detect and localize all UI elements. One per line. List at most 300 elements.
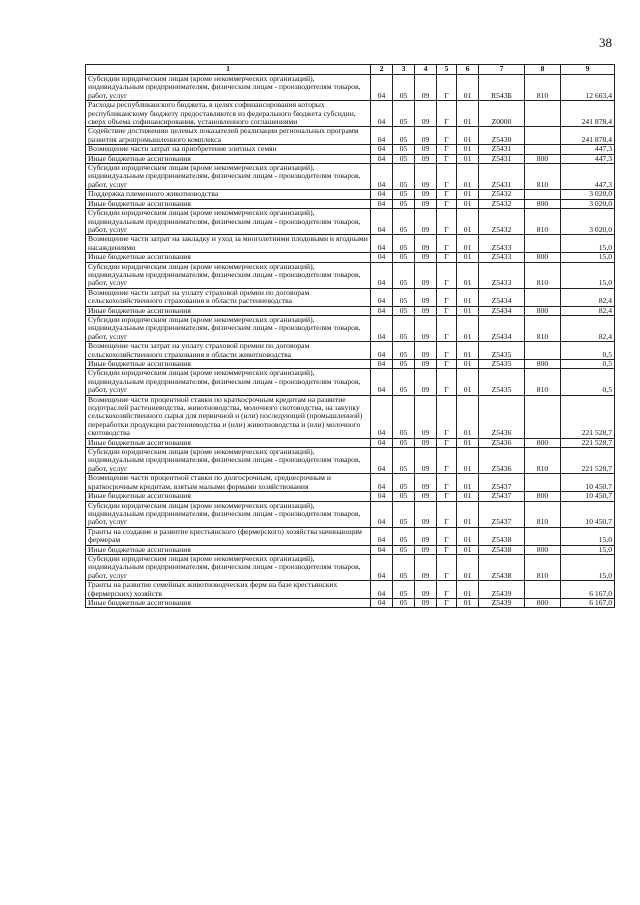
amount-cell: 15,0: [561, 262, 615, 288]
table-row: [86, 235, 615, 253]
expense-type-cell: 800: [525, 492, 561, 501]
subprogram-code-cell: 01: [457, 598, 479, 607]
section-cell: 05: [393, 253, 415, 262]
subprogram-code-cell: 01: [457, 127, 479, 145]
table-row: [86, 360, 615, 369]
program-code-cell: Г: [437, 438, 457, 447]
subprogram-code-cell: 01: [457, 315, 479, 341]
subprogram-code-cell: 01: [457, 288, 479, 306]
section-cell: 05: [393, 342, 415, 360]
subprogram-code-cell: 01: [457, 101, 479, 127]
row-name-cell: Субсидии юридическим лицам (кроме некоммерческих организаций), индивидуальным предпринимателям, физическим лицам - производителям товаров, работ, услуг: [86, 164, 371, 190]
program-code-cell: Г: [437, 501, 457, 527]
program-code-cell: Г: [437, 369, 457, 395]
target-article-cell: Z5437: [479, 474, 525, 492]
program-code-cell: Г: [437, 448, 457, 474]
row-name-cell: Возмещение части процентной ставки по долгосрочным, среднесрочным и краткосрочным кредитам, взятым малыми формами хозяйствования: [86, 474, 371, 492]
ministry-code-cell: 04: [371, 438, 393, 447]
amount-cell: 82,4: [561, 315, 615, 341]
amount-cell: 12 663,4: [561, 75, 615, 101]
section-cell: 05: [393, 154, 415, 163]
amount-cell: 0,5: [561, 369, 615, 395]
subsection-cell: 09: [415, 262, 437, 288]
target-article-cell: Z5435: [479, 369, 525, 395]
ministry-code-cell: 04: [371, 315, 393, 341]
table-row: [86, 154, 615, 163]
ministry-code-cell: 04: [371, 154, 393, 163]
expense-type-cell: [525, 527, 561, 545]
subprogram-code-cell: 01: [457, 306, 479, 315]
table-row: [86, 545, 615, 554]
subsection-cell: 09: [415, 527, 437, 545]
section-cell: 05: [393, 369, 415, 395]
target-article-cell: Z5435: [479, 342, 525, 360]
ministry-code-cell: 04: [371, 369, 393, 395]
section-cell: 05: [393, 164, 415, 190]
target-article-cell: Z5433: [479, 253, 525, 262]
target-article-cell: R543Б: [479, 75, 525, 101]
amount-cell: 221 528,7: [561, 438, 615, 447]
target-article-cell: Z5431: [479, 164, 525, 190]
subprogram-code-cell: 01: [457, 492, 479, 501]
amount-cell: 15,0: [561, 527, 615, 545]
section-cell: 05: [393, 395, 415, 438]
row-name-cell: Возмещение части затрат на закладку и уход за многолетними плодовыми и ягодными насаждениями: [86, 235, 371, 253]
row-name-cell: Возмещение части затрат на уплату страховой премии по договорам сельскохозяйственного страхования в области животноводства: [86, 342, 371, 360]
row-name-cell: Иные бюджетные ассигнования: [86, 438, 371, 447]
table-row: [86, 75, 615, 101]
subsection-cell: 09: [415, 306, 437, 315]
subprogram-code-cell: 01: [457, 145, 479, 154]
amount-cell: 6 167,0: [561, 581, 615, 599]
row-name-cell: Иные бюджетные ассигнования: [86, 492, 371, 501]
subprogram-code-cell: 01: [457, 235, 479, 253]
section-cell: 05: [393, 598, 415, 607]
row-name-cell: Субсидии юридическим лицам (кроме некоммерческих организаций), индивидуальным предпринимателям, физическим лицам - производителям товаров, работ, услуг: [86, 501, 371, 527]
target-article-cell: Z5434: [479, 288, 525, 306]
ministry-code-cell: 04: [371, 235, 393, 253]
amount-cell: 447,3: [561, 154, 615, 163]
ministry-code-cell: 04: [371, 209, 393, 235]
expense-type-cell: [525, 581, 561, 599]
ministry-code-cell: 04: [371, 492, 393, 501]
expense-type-cell: 810: [525, 501, 561, 527]
amount-cell: 10 450,7: [561, 501, 615, 527]
row-name-cell: Субсидии юридическим лицам (кроме некоммерческих организаций), индивидуальным предпринимателям, физическим лицам - производителям товаров, работ, услуг: [86, 209, 371, 235]
target-article-cell: Z5435: [479, 360, 525, 369]
subprogram-code-cell: 01: [457, 369, 479, 395]
ministry-code-cell: 04: [371, 262, 393, 288]
table-row: [86, 306, 615, 315]
ministry-code-cell: 04: [371, 501, 393, 527]
ministry-code-cell: 04: [371, 395, 393, 438]
expense-type-cell: [525, 342, 561, 360]
program-code-cell: Г: [437, 360, 457, 369]
subprogram-code-cell: 01: [457, 164, 479, 190]
target-article-cell: Z5434: [479, 315, 525, 341]
table-row: [86, 199, 615, 208]
column-header: 1: [86, 65, 371, 75]
target-article-cell: Z5432: [479, 209, 525, 235]
section-cell: 05: [393, 554, 415, 580]
subsection-cell: 09: [415, 545, 437, 554]
target-article-cell: Z5436: [479, 438, 525, 447]
amount-cell: 3 020,0: [561, 199, 615, 208]
table-row: [86, 253, 615, 262]
expense-type-cell: 800: [525, 438, 561, 447]
section-cell: 05: [393, 545, 415, 554]
expense-type-cell: 810: [525, 262, 561, 288]
row-name-cell: Возмещение части процентной ставки по краткосрочным кредитам на развитие подотраслей растениеводства, животноводства, молочного скотоводства, на закупку сельскохозяйственного сырья для первичной и (или) последующей (промышленной) переработки продукции растениеводства и (или) животноводства и (или) молочного скотоводства: [86, 395, 371, 438]
expense-type-cell: 800: [525, 199, 561, 208]
ministry-code-cell: 04: [371, 190, 393, 199]
row-name-cell: Содействие достижению целевых показателей реализации региональных программ развития агропромышленного комплекса: [86, 127, 371, 145]
section-cell: 05: [393, 527, 415, 545]
target-article-cell: Z5430: [479, 127, 525, 145]
subsection-cell: 09: [415, 438, 437, 447]
target-article-cell: Z5434: [479, 306, 525, 315]
target-article-cell: Z0000: [479, 101, 525, 127]
target-article-cell: Z5439: [479, 581, 525, 599]
expense-type-cell: [525, 395, 561, 438]
program-code-cell: Г: [437, 545, 457, 554]
section-cell: 05: [393, 306, 415, 315]
amount-cell: 10 450,7: [561, 492, 615, 501]
section-cell: 05: [393, 262, 415, 288]
expense-type-cell: 810: [525, 315, 561, 341]
expense-type-cell: 810: [525, 369, 561, 395]
ministry-code-cell: 04: [371, 448, 393, 474]
program-code-cell: Г: [437, 127, 457, 145]
amount-cell: 447,3: [561, 164, 615, 190]
subsection-cell: 09: [415, 581, 437, 599]
subprogram-code-cell: 01: [457, 262, 479, 288]
row-name-cell: Гранты на развитие семейных животноводческих ферм на базе крестьянских (фермерских) хозяйств: [86, 581, 371, 599]
column-header: 3: [393, 65, 415, 75]
subsection-cell: 09: [415, 369, 437, 395]
subprogram-code-cell: 01: [457, 554, 479, 580]
section-cell: 05: [393, 501, 415, 527]
table-row: [86, 598, 615, 607]
amount-cell: 15,0: [561, 235, 615, 253]
target-article-cell: Z5433: [479, 235, 525, 253]
table-row: [86, 474, 615, 492]
table-row: [86, 438, 615, 447]
subsection-cell: 09: [415, 315, 437, 341]
program-code-cell: Г: [437, 554, 457, 580]
program-code-cell: Г: [437, 395, 457, 438]
subsection-cell: 09: [415, 501, 437, 527]
program-code-cell: Г: [437, 262, 457, 288]
table-row: [86, 369, 615, 395]
program-code-cell: Г: [437, 209, 457, 235]
program-code-cell: Г: [437, 581, 457, 599]
subprogram-code-cell: 01: [457, 438, 479, 447]
ministry-code-cell: 04: [371, 253, 393, 262]
amount-cell: 221 528,7: [561, 448, 615, 474]
section-cell: 05: [393, 75, 415, 101]
amount-cell: 221 528,7: [561, 395, 615, 438]
subsection-cell: 09: [415, 235, 437, 253]
expense-type-cell: 800: [525, 598, 561, 607]
expense-type-cell: 800: [525, 360, 561, 369]
table-row: [86, 527, 615, 545]
row-name-cell: Иные бюджетные ассигнования: [86, 253, 371, 262]
amount-cell: 15,0: [561, 253, 615, 262]
ministry-code-cell: 04: [371, 145, 393, 154]
amount-cell: 15,0: [561, 545, 615, 554]
section-cell: 05: [393, 145, 415, 154]
subsection-cell: 09: [415, 209, 437, 235]
subprogram-code-cell: 01: [457, 199, 479, 208]
ministry-code-cell: 04: [371, 306, 393, 315]
target-article-cell: Z5433: [479, 262, 525, 288]
page-number: 38: [599, 35, 612, 50]
subprogram-code-cell: 01: [457, 154, 479, 163]
subprogram-code-cell: 01: [457, 395, 479, 438]
subsection-cell: 09: [415, 164, 437, 190]
table-row: [86, 501, 615, 527]
expense-type-cell: 810: [525, 554, 561, 580]
table-row: [86, 190, 615, 199]
row-name-cell: Возмещение части затрат на приобретение элитных семян: [86, 145, 371, 154]
program-code-cell: Г: [437, 492, 457, 501]
subsection-cell: 09: [415, 474, 437, 492]
ministry-code-cell: 04: [371, 199, 393, 208]
subsection-cell: 09: [415, 145, 437, 154]
subsection-cell: 09: [415, 395, 437, 438]
row-name-cell: Гранты на создание и развитие крестьянского (фермерского) хозяйства начинающим фермерам: [86, 527, 371, 545]
amount-cell: 3 020,0: [561, 190, 615, 199]
expense-type-cell: 810: [525, 209, 561, 235]
program-code-cell: Г: [437, 75, 457, 101]
target-article-cell: Z5431: [479, 154, 525, 163]
table-row: [86, 164, 615, 190]
subprogram-code-cell: 01: [457, 253, 479, 262]
expense-type-cell: 810: [525, 164, 561, 190]
table-body: [86, 75, 615, 608]
program-code-cell: Г: [437, 342, 457, 360]
section-cell: 05: [393, 190, 415, 199]
table-row: [86, 448, 615, 474]
column-header: 7: [479, 65, 525, 75]
subsection-cell: 09: [415, 253, 437, 262]
target-article-cell: Z5438: [479, 554, 525, 580]
amount-cell: 447,3: [561, 145, 615, 154]
table-row: [86, 101, 615, 127]
section-cell: 05: [393, 492, 415, 501]
section-cell: 05: [393, 101, 415, 127]
subsection-cell: 09: [415, 288, 437, 306]
row-name-cell: Субсидии юридическим лицам (кроме некоммерческих организаций), индивидуальным предпринимателям, физическим лицам - производителям товаров, работ, услуг: [86, 315, 371, 341]
expense-type-cell: [525, 145, 561, 154]
amount-cell: 82,4: [561, 288, 615, 306]
program-code-cell: Г: [437, 315, 457, 341]
expense-type-cell: 800: [525, 154, 561, 163]
amount-cell: 6 167,0: [561, 598, 615, 607]
table-row: [86, 288, 615, 306]
ministry-code-cell: 04: [371, 554, 393, 580]
row-name-cell: Субсидии юридическим лицам (кроме некоммерческих организаций), индивидуальным предпринимателям, физическим лицам - производителям товаров, работ, услуг: [86, 448, 371, 474]
expense-type-cell: [525, 190, 561, 199]
subsection-cell: 09: [415, 101, 437, 127]
subprogram-code-cell: 01: [457, 360, 479, 369]
ministry-code-cell: 04: [371, 101, 393, 127]
table-row: [86, 315, 615, 341]
row-name-cell: Возмещение части затрат на уплату страховой премии по договорам сельскохозяйственного страхования в области растениеводства: [86, 288, 371, 306]
row-name-cell: Иные бюджетные ассигнования: [86, 154, 371, 163]
ministry-code-cell: 04: [371, 288, 393, 306]
target-article-cell: Z5432: [479, 199, 525, 208]
expense-type-cell: [525, 101, 561, 127]
expense-type-cell: 800: [525, 306, 561, 315]
target-article-cell: Z5439: [479, 598, 525, 607]
subsection-cell: 09: [415, 127, 437, 145]
section-cell: 05: [393, 209, 415, 235]
program-code-cell: Г: [437, 288, 457, 306]
subsection-cell: 09: [415, 342, 437, 360]
table-row: [86, 262, 615, 288]
section-cell: 05: [393, 448, 415, 474]
program-code-cell: Г: [437, 164, 457, 190]
target-article-cell: Z5431: [479, 145, 525, 154]
program-code-cell: Г: [437, 101, 457, 127]
section-cell: 05: [393, 288, 415, 306]
row-name-cell: Иные бюджетные ассигнования: [86, 545, 371, 554]
program-code-cell: Г: [437, 253, 457, 262]
row-name-cell: Субсидии юридическим лицам (кроме некоммерческих организаций), индивидуальным предпринимателям, физическим лицам - производителям товаров, работ, услуг: [86, 369, 371, 395]
subsection-cell: 09: [415, 492, 437, 501]
expense-type-cell: 810: [525, 75, 561, 101]
subsection-cell: 09: [415, 190, 437, 199]
subprogram-code-cell: 01: [457, 501, 479, 527]
program-code-cell: Г: [437, 190, 457, 199]
ministry-code-cell: 04: [371, 127, 393, 145]
row-name-cell: Субсидии юридическим лицам (кроме некоммерческих организаций), индивидуальным предпринимателям, физическим лицам - производителям товаров, работ, услуг: [86, 554, 371, 580]
subprogram-code-cell: 01: [457, 474, 479, 492]
table-row: [86, 127, 615, 145]
program-code-cell: Г: [437, 199, 457, 208]
program-code-cell: Г: [437, 235, 457, 253]
target-article-cell: Z5437: [479, 492, 525, 501]
row-name-cell: Субсидии юридическим лицам (кроме некоммерческих организаций), индивидуальным предпринимателям, физическим лицам - производителям товаров, работ, услуг: [86, 75, 371, 101]
ministry-code-cell: 04: [371, 474, 393, 492]
row-name-cell: Иные бюджетные ассигнования: [86, 306, 371, 315]
row-name-cell: Расходы республиканского бюджета, в целях софинансирования которых республиканскому бюджету предоставляются из федерального бюджета субсидии, сверх объема софинансирования, установленного соглашениями: [86, 101, 371, 127]
column-header: 9: [561, 65, 615, 75]
column-header: 8: [525, 65, 561, 75]
target-article-cell: Z5436: [479, 448, 525, 474]
program-code-cell: Г: [437, 598, 457, 607]
subsection-cell: 09: [415, 448, 437, 474]
section-cell: 05: [393, 235, 415, 253]
ministry-code-cell: 04: [371, 360, 393, 369]
expense-type-cell: 800: [525, 545, 561, 554]
program-code-cell: Г: [437, 145, 457, 154]
ministry-code-cell: 04: [371, 545, 393, 554]
subprogram-code-cell: 01: [457, 545, 479, 554]
amount-cell: 15,0: [561, 554, 615, 580]
target-article-cell: Z5437: [479, 501, 525, 527]
section-cell: 05: [393, 360, 415, 369]
amount-cell: 82,4: [561, 306, 615, 315]
ministry-code-cell: 04: [371, 164, 393, 190]
table-row: [86, 554, 615, 580]
amount-cell: 10 450,7: [561, 474, 615, 492]
section-cell: 05: [393, 581, 415, 599]
expense-type-cell: [525, 127, 561, 145]
target-article-cell: Z5438: [479, 527, 525, 545]
ministry-code-cell: 04: [371, 598, 393, 607]
row-name-cell: Иные бюджетные ассигнования: [86, 199, 371, 208]
table-row: [86, 145, 615, 154]
program-code-cell: Г: [437, 306, 457, 315]
ministry-code-cell: 04: [371, 342, 393, 360]
amount-cell: 0,5: [561, 360, 615, 369]
table-row: [86, 581, 615, 599]
program-code-cell: Г: [437, 474, 457, 492]
section-cell: 05: [393, 315, 415, 341]
subsection-cell: 09: [415, 360, 437, 369]
subprogram-code-cell: 01: [457, 581, 479, 599]
column-header: 4: [415, 65, 437, 75]
expense-type-cell: [525, 235, 561, 253]
amount-cell: 241 878,4: [561, 127, 615, 145]
target-article-cell: Z5432: [479, 190, 525, 199]
section-cell: 05: [393, 438, 415, 447]
row-name-cell: Иные бюджетные ассигнования: [86, 598, 371, 607]
table-row: [86, 492, 615, 501]
subsection-cell: 09: [415, 154, 437, 163]
subsection-cell: 09: [415, 598, 437, 607]
subsection-cell: 09: [415, 199, 437, 208]
subprogram-code-cell: 01: [457, 209, 479, 235]
subprogram-code-cell: 01: [457, 190, 479, 199]
expense-type-cell: [525, 474, 561, 492]
row-name-cell: Субсидии юридическим лицам (кроме некоммерческих организаций), индивидуальным предпринимателям, физическим лицам - производителям товаров, работ, услуг: [86, 262, 371, 288]
ministry-code-cell: 04: [371, 527, 393, 545]
section-cell: 05: [393, 474, 415, 492]
table-header-row: [86, 65, 615, 75]
program-code-cell: Г: [437, 527, 457, 545]
column-header: 5: [437, 65, 457, 75]
ministry-code-cell: 04: [371, 75, 393, 101]
row-name-cell: Иные бюджетные ассигнования: [86, 360, 371, 369]
table-row: [86, 342, 615, 360]
column-header: 2: [371, 65, 393, 75]
subprogram-code-cell: 01: [457, 527, 479, 545]
subprogram-code-cell: 01: [457, 342, 479, 360]
section-cell: 05: [393, 199, 415, 208]
subsection-cell: 09: [415, 75, 437, 101]
subprogram-code-cell: 01: [457, 75, 479, 101]
table-row: [86, 395, 615, 438]
amount-cell: 3 020,0: [561, 209, 615, 235]
row-name-cell: Поддержка племенного животноводства: [86, 190, 371, 199]
table-row: [86, 209, 615, 235]
subprogram-code-cell: 01: [457, 448, 479, 474]
program-code-cell: Г: [437, 154, 457, 163]
expense-type-cell: 800: [525, 253, 561, 262]
ministry-code-cell: 04: [371, 581, 393, 599]
amount-cell: 0,5: [561, 342, 615, 360]
amount-cell: 241 878,4: [561, 101, 615, 127]
expense-type-cell: 810: [525, 448, 561, 474]
budget-table: [85, 64, 615, 608]
target-article-cell: Z5438: [479, 545, 525, 554]
expense-type-cell: [525, 288, 561, 306]
target-article-cell: Z5436: [479, 395, 525, 438]
